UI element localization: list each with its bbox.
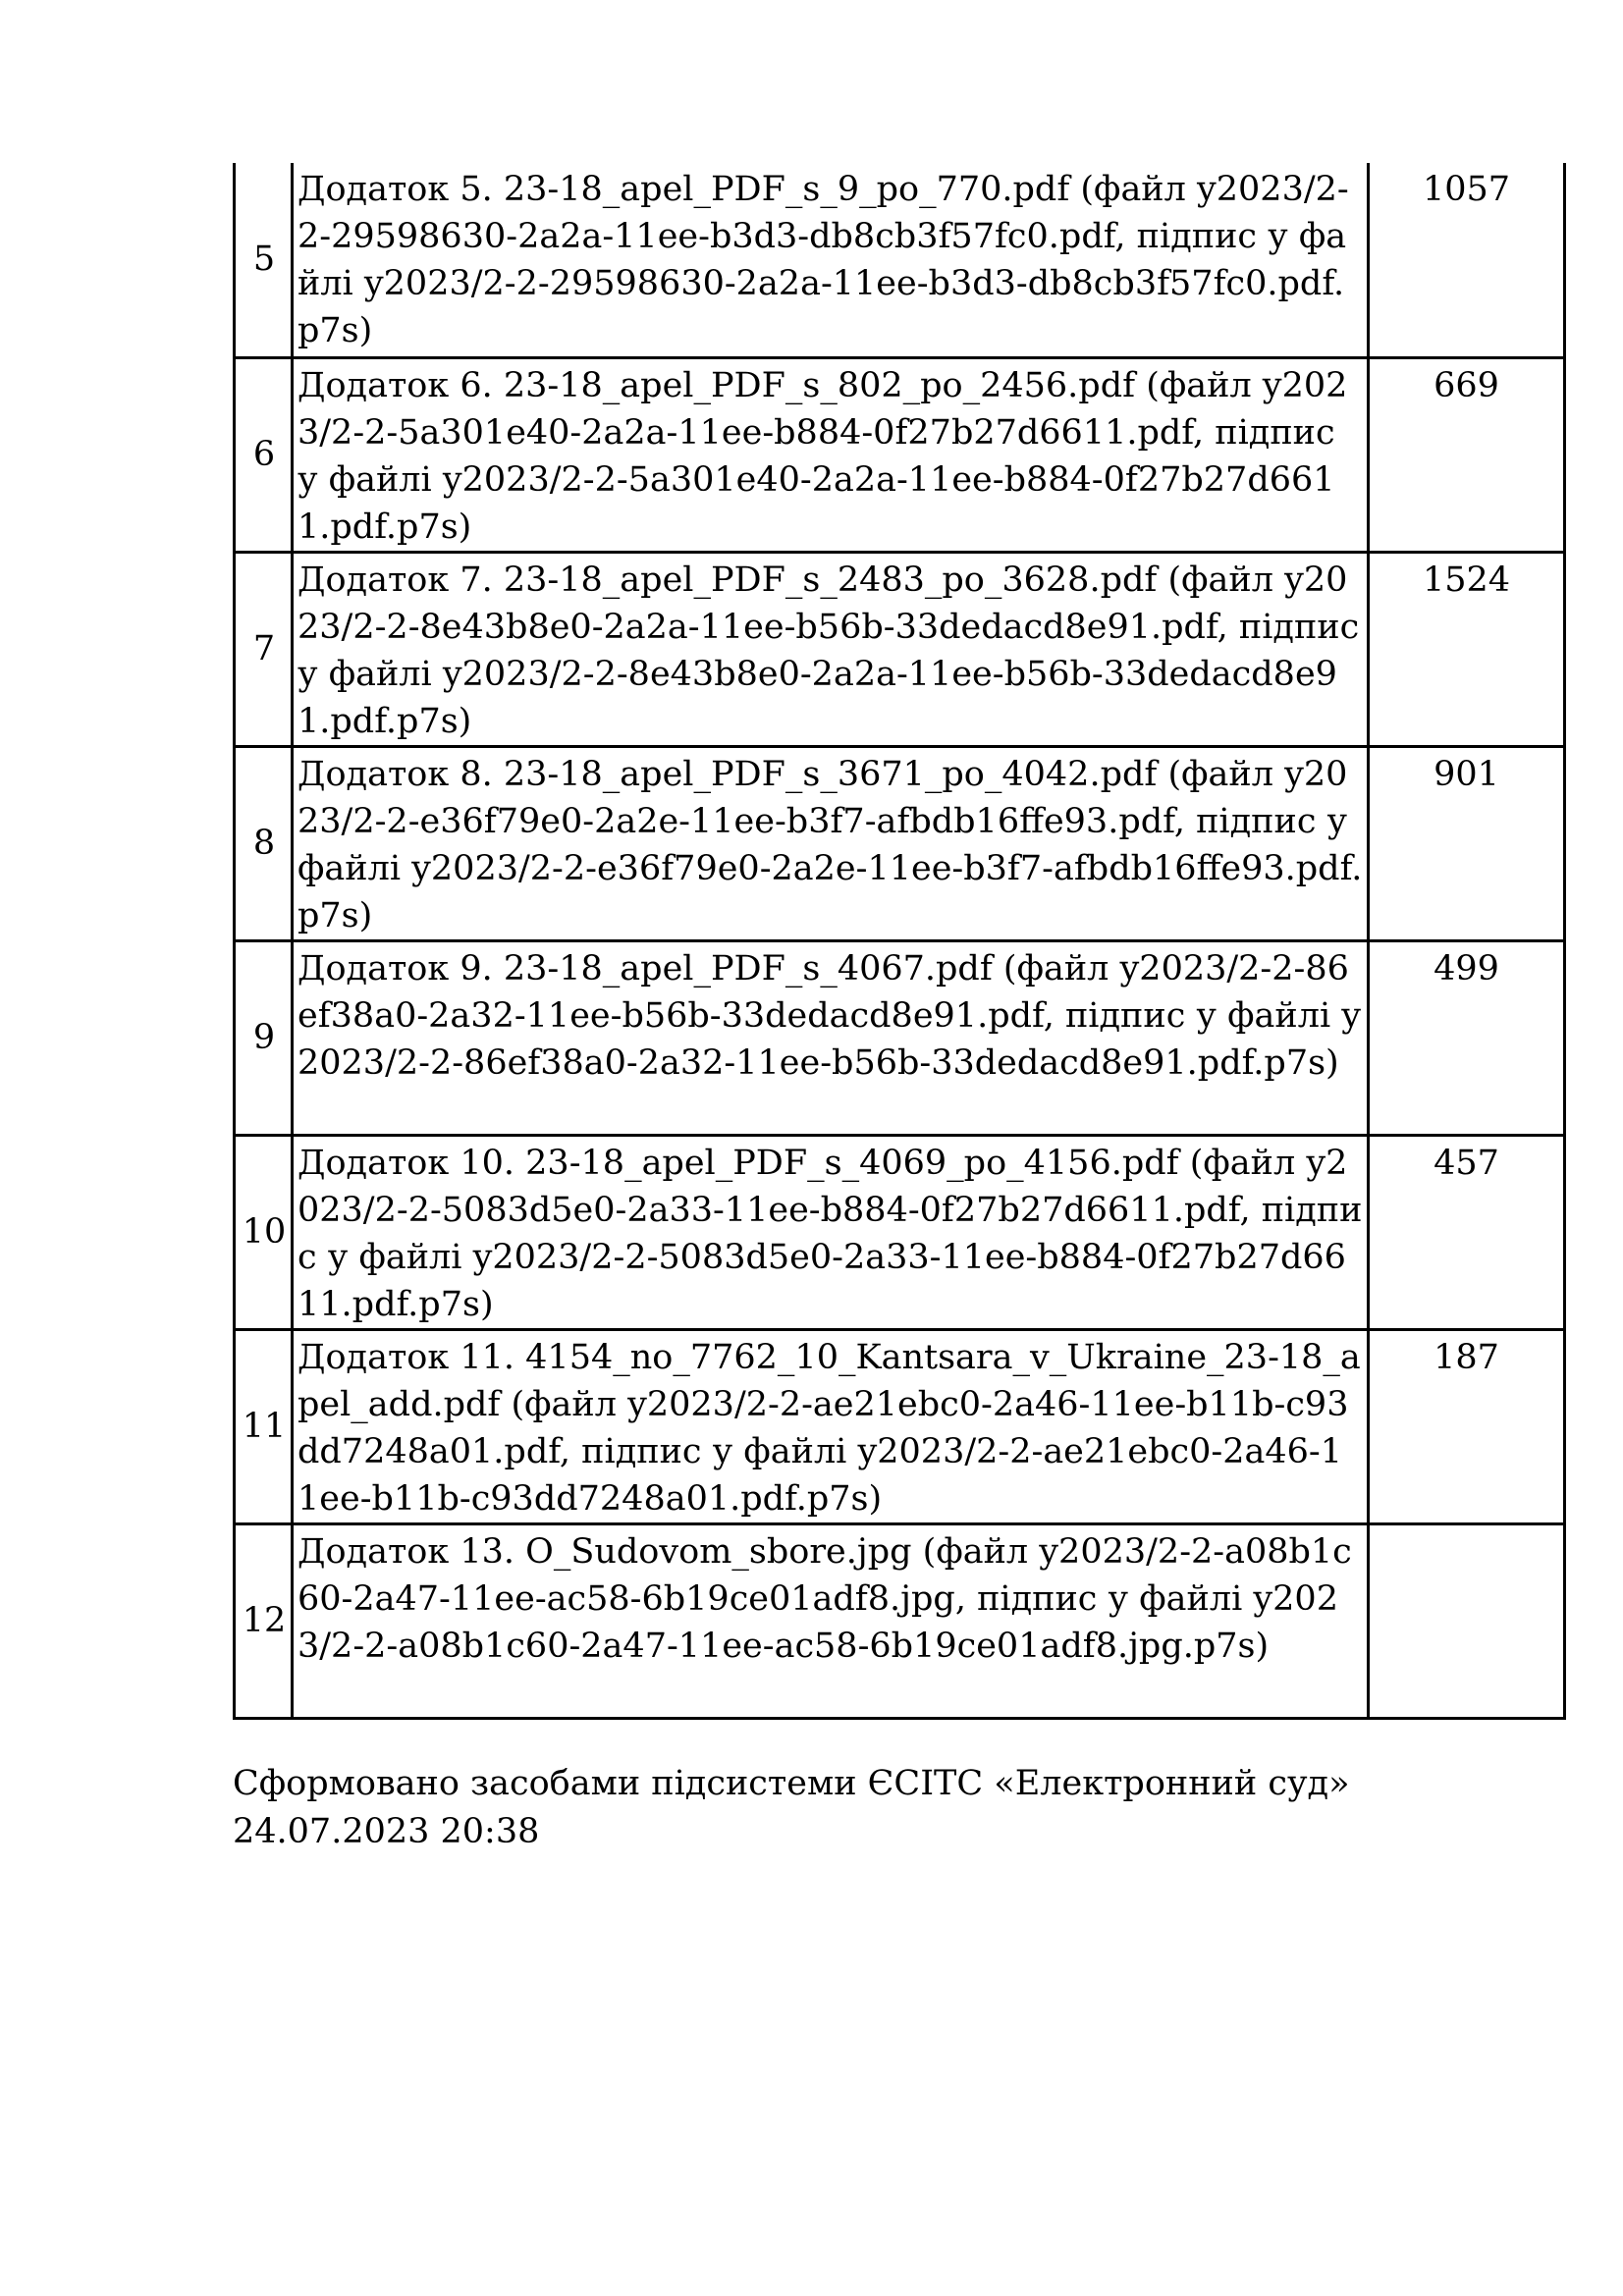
attachment-description: Додаток 8. 23-18_apel_PDF_s_3671_po_4042.pdf (файл y2023/2-2-e36f79e0-2a2e-11ee-b3f7-afbdb16ffe93.pdf, підпис у файлі y2023/2-2-e36f79e0-2a2e-11ee-b3f7-afbdb16ffe93.pdf.p7s) — [293, 746, 1369, 940]
page-count: 669 — [1369, 357, 1565, 552]
table-row — [235, 163, 1565, 357]
attachment-description: Додаток 7. 23-18_apel_PDF_s_2483_po_3628.pdf (файл y2023/2-2-8e43b8e0-2a2a-11ee-b56b-33dedacd8e91.pdf, підпис у файлі y2023/2-2-8e43b8e0-2a2a-11ee-b56b-33dedacd8e91.pdf.p7s) — [293, 552, 1369, 746]
attachment-description: Додаток 10. 23-18_apel_PDF_s_4069_po_4156.pdf (файл y2023/2-2-5083d5e0-2a33-11ee-b884-0f27b27d6611.pdf, підпис у файлі y2023/2-2-5083d5e0-2a33-11ee-b884-0f27b27d6611.pdf.p7s) — [293, 1135, 1369, 1329]
attachment-description: Додаток 6. 23-18_apel_PDF_s_802_po_2456.pdf (файл y2023/2-2-5a301e40-2a2a-11ee-b884-0f27b27d6611.pdf, підпис у файлі y2023/2-2-5a301e40-2a2a-11ee-b884-0f27b27d6611.pdf.p7s) — [293, 357, 1369, 552]
attachment-description: Додаток 13. O_Sudovom_sbore.jpg (файл y2023/2-2-a08b1c60-2a47-11ee-ac58-6b19ce01adf8.jpg, підпис у файлі y2023/2-2-a08b1c60-2a47-11ee-ac58-6b19ce01adf8.jpg.p7s) — [293, 1523, 1369, 1718]
page-count: 1057 — [1369, 163, 1565, 357]
table-row — [235, 746, 1565, 940]
row-number: 12 — [235, 1523, 293, 1718]
attachments-table — [233, 163, 1566, 1720]
row-number: 7 — [235, 552, 293, 746]
document-footer — [233, 1760, 1350, 1856]
page-count — [1369, 1523, 1565, 1718]
generated-by-text: Сформовано засобами підсистеми ЄСІТС «Електронний суд» — [233, 1764, 1350, 1803]
page-count: 187 — [1369, 1329, 1565, 1523]
table-row — [235, 940, 1565, 1135]
table-row — [235, 1329, 1565, 1523]
page-count: 457 — [1369, 1135, 1565, 1329]
page-count: 499 — [1369, 940, 1565, 1135]
row-number: 8 — [235, 746, 293, 940]
table-row — [235, 357, 1565, 552]
table-row — [235, 1523, 1565, 1718]
row-number: 5 — [235, 163, 293, 357]
generated-timestamp: 24.07.2023 20:38 — [233, 1812, 540, 1851]
row-number: 11 — [235, 1329, 293, 1523]
row-number: 9 — [235, 940, 293, 1135]
attachment-description: Додаток 9. 23-18_apel_PDF_s_4067.pdf (файл y2023/2-2-86ef38a0-2a32-11ee-b56b-33dedacd8e91.pdf, підпис у файлі y2023/2-2-86ef38a0-2a32-11ee-b56b-33dedacd8e91.pdf.p7s) — [293, 940, 1369, 1135]
attachment-description: Додаток 5. 23-18_apel_PDF_s_9_po_770.pdf (файл y2023/2-2-29598630-2a2a-11ee-b3d3-db8cb3f57fc0.pdf, підпис у файлі y2023/2-2-29598630-2a2a-11ee-b3d3-db8cb3f57fc0.pdf.p7s) — [293, 163, 1369, 357]
page-count: 901 — [1369, 746, 1565, 940]
attachment-description: Додаток 11. 4154_no_7762_10_Kantsara_v_Ukraine_23-18_apel_add.pdf (файл y2023/2-2-ae21ebc0-2a46-11ee-b11b-c93dd7248a01.pdf, підпис у файлі y2023/2-2-ae21ebc0-2a46-11ee-b11b-c93dd7248a01.pdf.p7s) — [293, 1329, 1369, 1523]
row-number: 6 — [235, 357, 293, 552]
table-row — [235, 552, 1565, 746]
page-count: 1524 — [1369, 552, 1565, 746]
row-number: 10 — [235, 1135, 293, 1329]
table-row — [235, 1135, 1565, 1329]
